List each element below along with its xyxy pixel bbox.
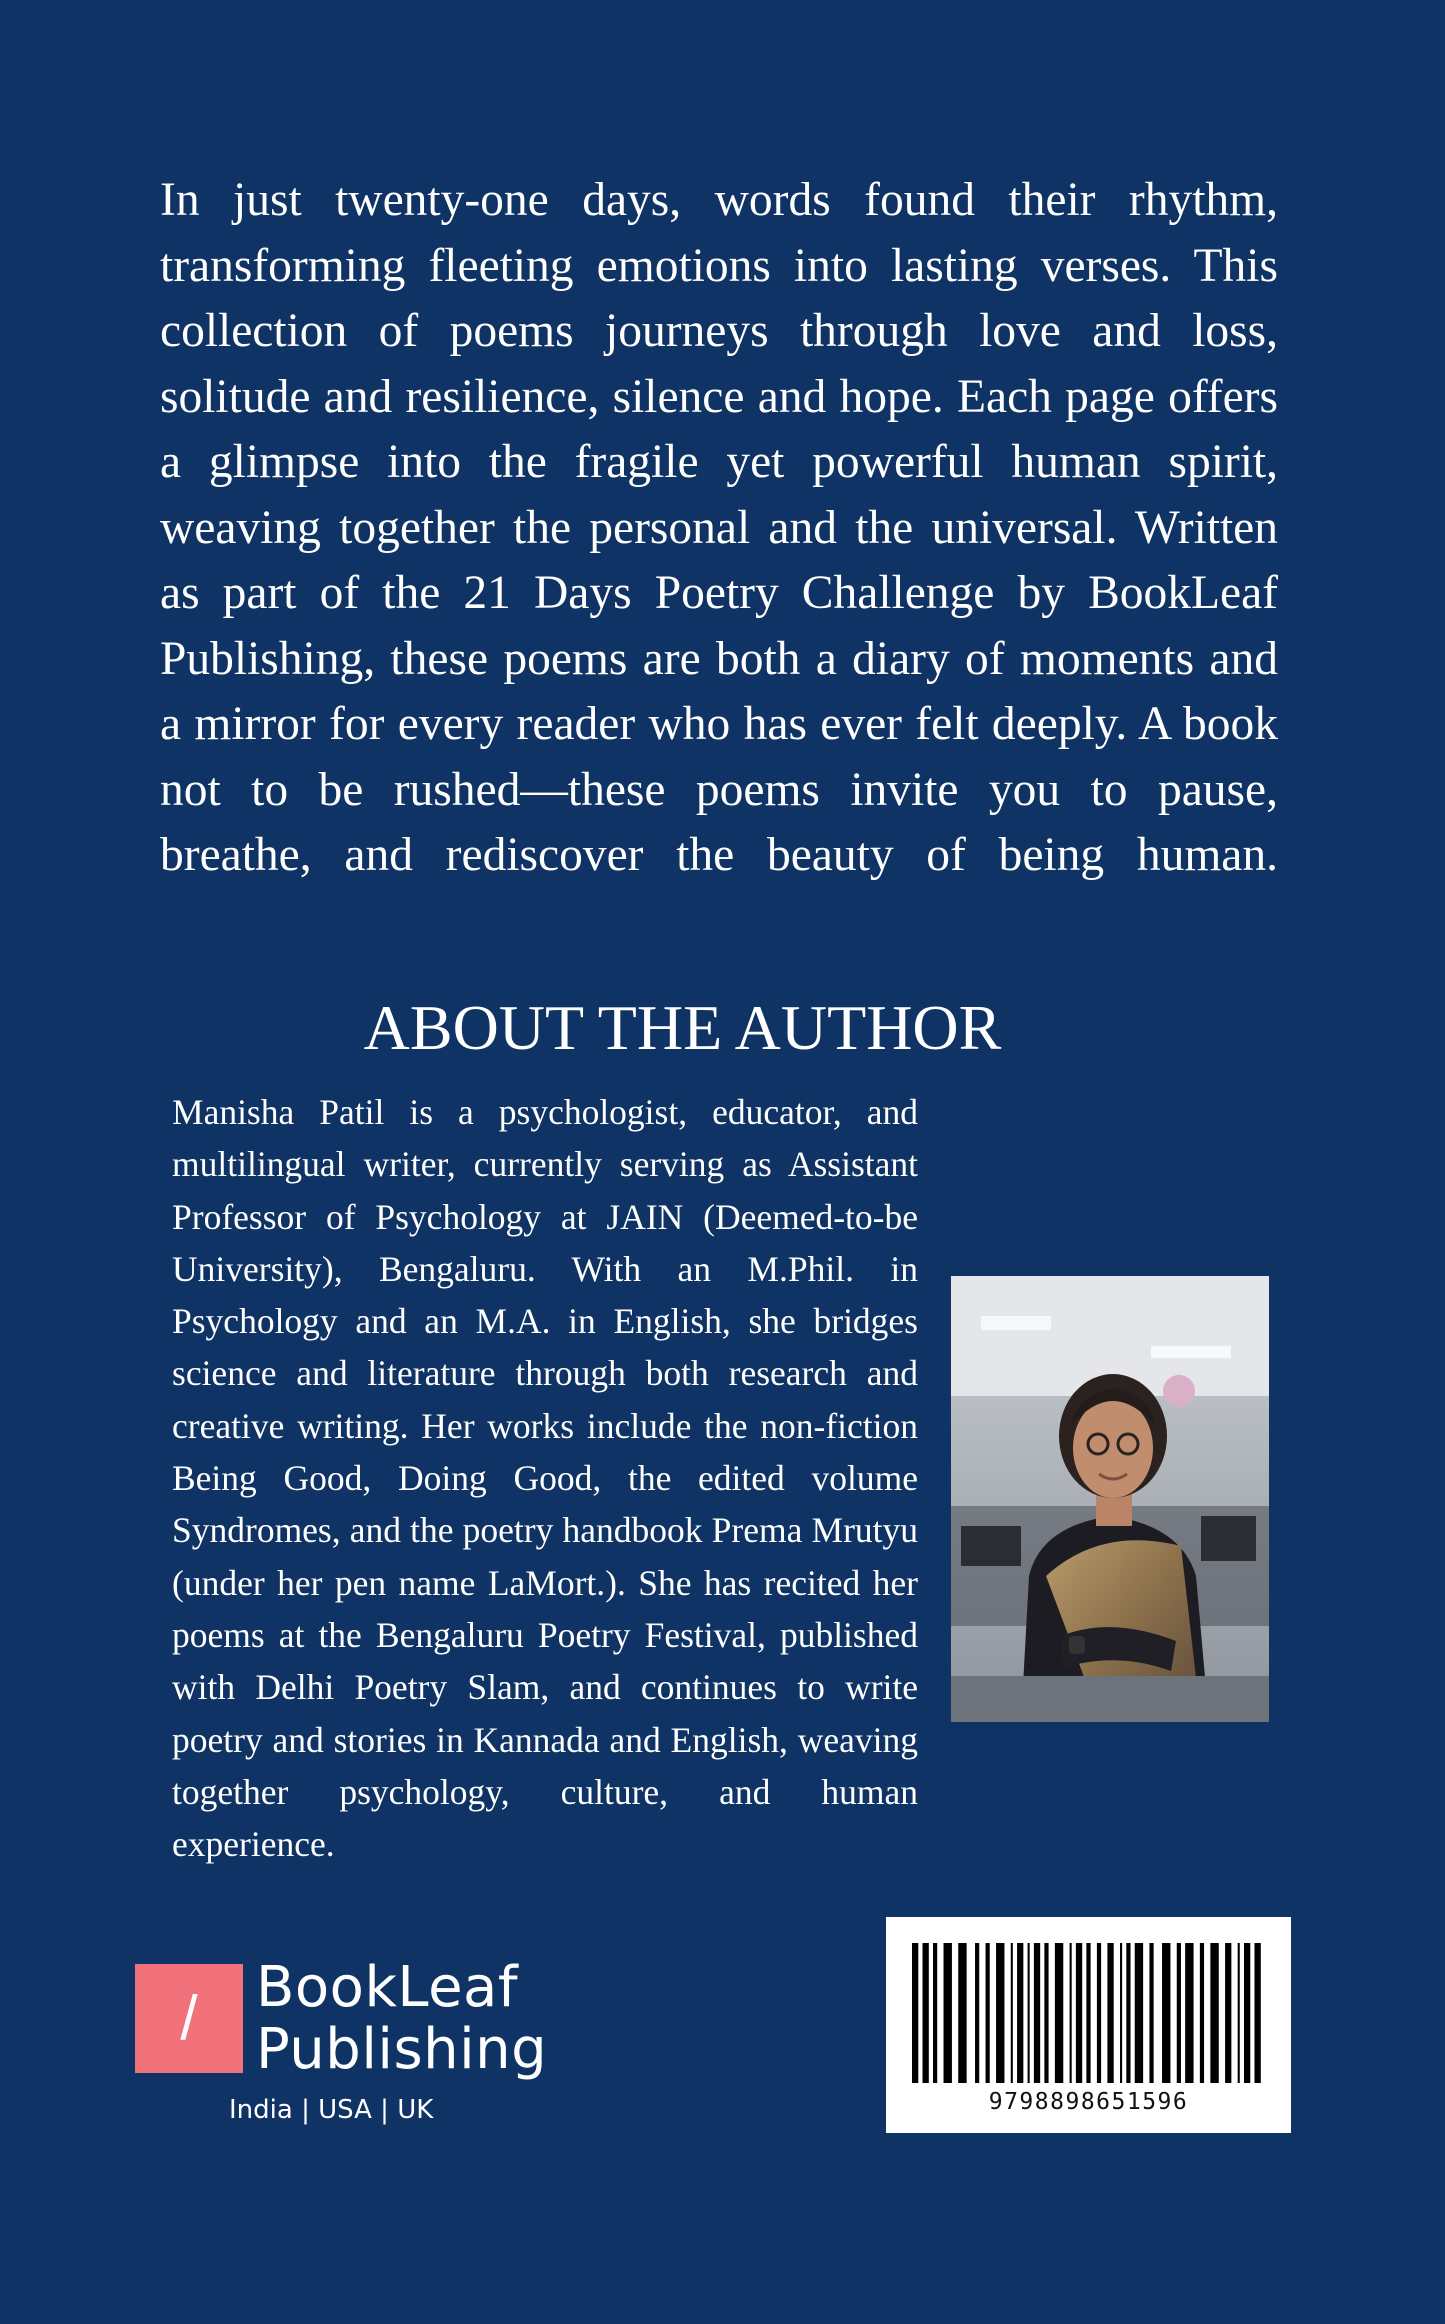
book-blurb: In just twenty-one days, words found their rhythm, transforming fleeting emotions into lasting verses. This collection of poems journeys through love and loss, solitude and resilience, silence and hope. Each page offers a glimpse into the fragile yet powerful human spirit, weaving together the personal and the universal. Written as part of the 21 Days Poetry Challenge by BookLeaf Publishing, these poems are both a diary of moments and a mirror for every reader who has ever felt deeply. A book not to be rushed—these poems invite you to pause, breathe, and rediscover the beauty of being human.	[160, 174, 1278, 881]
author-bio: Manisha Patil is a psychologist, educator, and multilingual writer, currently serving as Assistant Professor of Psychology at JAIN (Deemed-to-be University), Bengaluru. With an M.Phil. in Psychology and an M.A. in English, she bridges science and literature through both research and creative writing. Her works include the non-fiction Being Good, Doing Good, the edited volume Syndromes, and the poetry handbook Prema Mrutyu (under her pen name LaMort.). She has recited her poems at the Bengaluru Poetry Festival, published with Delhi Poetry Slam, and continues to write poetry and stories in Kannada and English, weaving together psychology, culture, and human experience.	[172, 1092, 918, 1865]
barcode-bar	[1185, 1943, 1193, 2083]
barcode-bar	[933, 1943, 937, 2083]
barcode-bar	[1254, 1943, 1260, 2083]
barcode-bar	[1011, 1943, 1013, 2083]
publisher-name-line-1: BookLeaf	[256, 1955, 519, 2020]
barcode-bar	[1225, 1943, 1231, 2083]
isbn-barcode	[886, 1917, 1291, 2133]
barcode-bar	[1017, 1943, 1023, 2083]
barcode-bar	[912, 1943, 918, 2083]
barcode-bar	[923, 1943, 929, 2083]
barcode-bar	[1120, 1943, 1122, 2083]
barcode-bar	[996, 1943, 1004, 2083]
isbn-number: 9798898651596	[988, 2089, 1189, 2115]
barcode-bar	[1238, 1943, 1240, 2083]
barcode-bar	[958, 1943, 966, 2083]
barcode-bar	[1055, 1943, 1063, 2083]
barcode-bar	[1135, 1943, 1143, 2083]
barcode-bar	[1107, 1943, 1113, 2083]
publisher-regions: India | USA | UK	[229, 2095, 434, 2125]
author-photo	[951, 1276, 1269, 1722]
barcode-bar	[1044, 1943, 1048, 2083]
barcode-bar	[1210, 1943, 1218, 2083]
barcode-bar	[1200, 1943, 1204, 2083]
barcode-bar	[1097, 1943, 1101, 2083]
barcode-bar	[1086, 1943, 1090, 2083]
barcode-bar	[1244, 1943, 1250, 2083]
barcode-bar	[1126, 1943, 1130, 2083]
about-author-heading: ABOUT THE AUTHOR	[363, 992, 1002, 1063]
barcode-bar	[986, 1943, 990, 2083]
barcode-bars	[912, 1943, 1265, 2083]
barcode-bar	[1149, 1943, 1153, 2083]
barcode-bar	[975, 1943, 979, 2083]
barcode-bar	[1028, 1943, 1030, 2083]
barcode-bar	[1034, 1943, 1040, 2083]
barcode-bar	[1070, 1943, 1072, 2083]
slash-icon: /	[180, 1984, 198, 2053]
barcode-bar	[944, 1943, 952, 2083]
publisher-name-line-2: Publishing	[256, 2017, 548, 2082]
barcode-bar	[1076, 1943, 1082, 2083]
publisher-logo-mark	[135, 1964, 243, 2073]
barcode-bar	[1162, 1943, 1170, 2083]
barcode-bar	[1177, 1943, 1181, 2083]
